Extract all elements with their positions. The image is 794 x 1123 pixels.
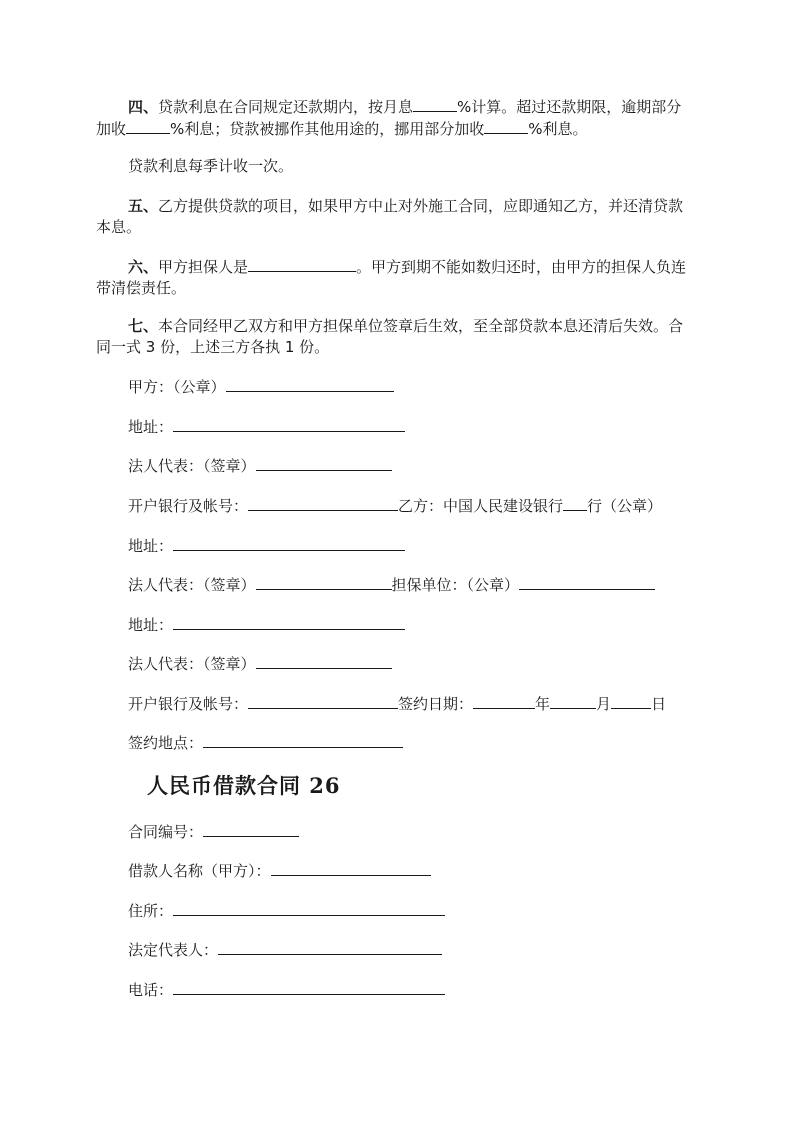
clause-5-head: 五、	[128, 197, 159, 215]
residence-label: 住所：	[128, 902, 174, 920]
residence-field[interactable]	[173, 900, 445, 916]
clause-5-text: 乙方提供贷款的项目，如果甲方中止对外施工合同，应即通知乙方，并还清贷款本息。	[96, 197, 684, 236]
rep-field-3[interactable]	[256, 653, 392, 669]
party-a-label: 甲方：（公章）	[128, 378, 226, 396]
sign-year-field[interactable]	[473, 693, 535, 709]
party-a-seal-field[interactable]	[226, 376, 394, 392]
borrower-line	[128, 860, 431, 881]
clause-4-text-3: %利息；贷款被挪作其他用途的，挪用部分加收	[170, 120, 485, 138]
sign-place-line	[128, 732, 403, 753]
address-line-3	[128, 614, 405, 635]
address-field-2[interactable]	[173, 535, 405, 551]
clause-4-head: 四、	[128, 98, 159, 116]
clause-6-text-1: 甲方担保人是	[158, 258, 249, 276]
address-line-1	[128, 416, 405, 437]
legal-rep-field[interactable]	[218, 939, 442, 955]
bank-label-1: 开户银行及帐号：	[128, 497, 249, 515]
sign-place-field[interactable]	[203, 732, 403, 748]
sign-day-field[interactable]	[611, 693, 651, 709]
contract-no-label: 合同编号：	[128, 823, 204, 841]
party-b-seal-label: 行（公章）	[587, 497, 663, 515]
guarantor-label: 担保单位：（公章）	[391, 576, 520, 594]
clause-4	[96, 96, 696, 140]
address-label-3: 地址：	[128, 616, 174, 634]
monthly-rate-blank[interactable]	[413, 96, 457, 112]
clause-7-head: 七、	[128, 317, 159, 335]
rep-guarantor-line	[128, 574, 655, 595]
bank-party-b-line	[128, 495, 662, 516]
address-label-1: 地址：	[128, 418, 174, 436]
borrower-field[interactable]	[271, 860, 431, 876]
party-b-branch-field[interactable]	[563, 495, 587, 511]
year-label: 年	[535, 695, 551, 713]
month-label: 月	[596, 695, 612, 713]
rep-line-1	[128, 455, 392, 476]
address-field-1[interactable]	[173, 416, 405, 432]
contract-no-line	[128, 821, 299, 842]
clause-5	[96, 196, 696, 238]
rep-label-1: 法人代表：（签章）	[128, 457, 256, 475]
day-label: 日	[651, 695, 667, 713]
sign-date-label: 签约日期：	[398, 695, 474, 713]
clause-4-text-2: %计算。超过还款期限，逾期部分加收	[96, 98, 682, 138]
bank-field-1[interactable]	[248, 495, 398, 511]
overdue-rate-blank[interactable]	[126, 118, 170, 134]
misuse-rate-blank[interactable]	[484, 118, 528, 134]
address-label-2: 地址：	[128, 537, 174, 555]
legal-rep-line	[128, 939, 442, 960]
address-line-2	[128, 535, 405, 556]
contract-title: 人民币借款合同 26	[147, 773, 341, 798]
bank-field-3[interactable]	[248, 693, 398, 709]
rep-label-2: 法人代表：（签章）	[128, 576, 256, 594]
rep-field-1[interactable]	[256, 455, 392, 471]
residence-line	[128, 900, 445, 921]
rep-label-3: 法人代表：（签章）	[128, 655, 256, 673]
clause-4-text-4: %利息。	[528, 120, 588, 138]
bank-date-line	[128, 693, 666, 714]
clause-7-text: 本合同经甲乙双方和甲方担保单位签章后生效，至全部贷款本息还清后失效。合同一式 3 份，上述三方各执 1 份。	[96, 317, 684, 356]
party-a-line	[128, 376, 394, 397]
clause-4-text-1: 贷款利息在合同规定还款期内，按月息	[158, 98, 414, 116]
sign-place-label: 签约地点：	[128, 734, 204, 752]
address-field-3[interactable]	[173, 614, 405, 630]
clause-7	[96, 316, 696, 358]
borrower-label: 借款人名称（甲方）：	[128, 862, 271, 880]
party-b-label: 乙方：中国人民建设银行	[398, 497, 564, 515]
clause-6	[96, 256, 696, 299]
rep-field-2[interactable]	[256, 574, 392, 590]
guarantor-seal-field[interactable]	[519, 574, 655, 590]
sign-month-field[interactable]	[550, 693, 596, 709]
guarantor-name-blank[interactable]	[248, 256, 356, 272]
interest-note: 贷款利息每季计收一次。	[128, 157, 294, 175]
rep-line-3	[128, 653, 392, 674]
legal-rep-label: 法定代表人：	[128, 941, 219, 959]
bank-label-3: 开户银行及帐号：	[128, 695, 249, 713]
phone-label: 电话：	[128, 981, 174, 999]
phone-field[interactable]	[173, 979, 445, 995]
clause-6-text-2: 。甲方到期不能如数归还时，由甲方的担保人负连带清偿责任。	[96, 258, 687, 297]
contract-no-field[interactable]	[203, 821, 299, 837]
phone-line	[128, 979, 445, 1000]
clause-6-head: 六、	[128, 258, 159, 276]
